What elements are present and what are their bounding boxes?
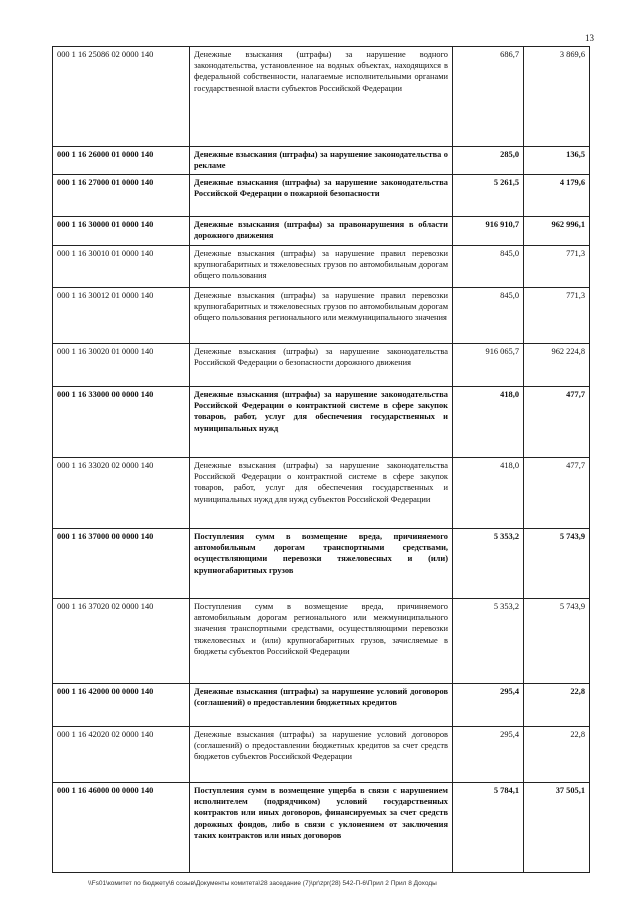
description-cell: Поступления сумм в возмещение вреда, причиняемого автомобильным дорогам транспортными средствами, осуществляющими перевозки тяжеловесных и (или) крупногабаритных грузов xyxy=(190,529,453,599)
value-year2-cell: 22,8 xyxy=(524,684,590,727)
description-cell: Денежные взыскания (штрафы) за нарушение водного законодательства, установленное на водных объектах, находящихся в федеральной собственности, налагаемые исполнительными органами государственной власти субъектов Российской Федерации xyxy=(190,47,453,147)
table-row xyxy=(53,344,590,387)
description-cell: Денежные взыскания (штрафы) за нарушение законодательства Российской Федерации о пожарной безопасности xyxy=(190,175,453,217)
table-row xyxy=(53,147,590,175)
code-cell: 000 1 16 27000 01 0000 140 xyxy=(53,175,190,217)
code-cell: 000 1 16 26000 01 0000 140 xyxy=(53,147,190,175)
value-year2-cell: 37 505,1 xyxy=(524,783,590,873)
value-year1-cell: 5 784,1 xyxy=(453,783,524,873)
value-year1-cell: 916 910,7 xyxy=(453,217,524,246)
description-cell: Денежные взыскания (штрафы) за нарушение законодательства Российской Федерации о контрактной системе в сфере закупок товаров, работ, услуг для обеспечения государственных и муниципальных нужд для нужд субъектов Российской Федерации xyxy=(190,458,453,529)
value-year2-cell: 477,7 xyxy=(524,458,590,529)
value-year2-cell: 3 869,6 xyxy=(524,47,590,147)
table-row xyxy=(53,387,590,458)
value-year1-cell: 5 353,2 xyxy=(453,599,524,684)
footer-file-path: \\Fs01\комитет по бюджету\6 созыв\Документы комитета\28 заседание (7)\pr\zpr(28) 542-П-6\Прил 2 Прил 8 Доходы xyxy=(88,880,437,887)
table-row xyxy=(53,175,590,217)
code-cell: 000 1 16 30010 01 0000 140 xyxy=(53,246,190,288)
table-row xyxy=(53,47,590,147)
value-year2-cell: 771,3 xyxy=(524,246,590,288)
code-cell: 000 1 16 30012 01 0000 140 xyxy=(53,288,190,344)
value-year1-cell: 418,0 xyxy=(453,458,524,529)
revenue-table xyxy=(52,46,590,873)
code-cell: 000 1 16 46000 00 0000 140 xyxy=(53,783,190,873)
value-year2-cell: 962 224,8 xyxy=(524,344,590,387)
value-year2-cell: 962 996,1 xyxy=(524,217,590,246)
value-year2-cell: 477,7 xyxy=(524,387,590,458)
value-year2-cell: 5 743,9 xyxy=(524,529,590,599)
value-year1-cell: 285,0 xyxy=(453,147,524,175)
code-cell: 000 1 16 37020 02 0000 140 xyxy=(53,599,190,684)
description-cell: Денежные взыскания (штрафы) за нарушение законодательства Российской Федерации о контрактной системе в сфере закупок товаров, работ, услуг для обеспечения государственных и муниципальных нужд xyxy=(190,387,453,458)
description-cell: Денежные взыскания (штрафы) за нарушение законодательства о рекламе xyxy=(190,147,453,175)
value-year1-cell: 418,0 xyxy=(453,387,524,458)
code-cell: 000 1 16 30020 01 0000 140 xyxy=(53,344,190,387)
table-row xyxy=(53,727,590,783)
value-year1-cell: 916 065,7 xyxy=(453,344,524,387)
value-year1-cell: 686,7 xyxy=(453,47,524,147)
description-cell: Денежные взыскания (штрафы) за нарушение правил перевозки крупногабаритных и тяжеловесных грузов по автомобильным дорогам общего пользования регионального или межмуниципального значения xyxy=(190,288,453,344)
value-year1-cell: 5 353,2 xyxy=(453,529,524,599)
code-cell: 000 1 16 30000 01 0000 140 xyxy=(53,217,190,246)
table-row xyxy=(53,783,590,873)
table-row xyxy=(53,529,590,599)
page-number: 13 xyxy=(585,33,594,43)
value-year2-cell: 22,8 xyxy=(524,727,590,783)
code-cell: 000 1 16 33000 00 0000 140 xyxy=(53,387,190,458)
table-row xyxy=(53,684,590,727)
table-row xyxy=(53,599,590,684)
value-year1-cell: 845,0 xyxy=(453,246,524,288)
value-year1-cell: 845,0 xyxy=(453,288,524,344)
value-year1-cell: 295,4 xyxy=(453,727,524,783)
code-cell: 000 1 16 25086 02 0000 140 xyxy=(53,47,190,147)
code-cell: 000 1 16 37000 00 0000 140 xyxy=(53,529,190,599)
code-cell: 000 1 16 42000 00 0000 140 xyxy=(53,684,190,727)
description-cell: Поступления сумм в возмещение ущерба в связи с нарушением исполнителем (подрядчиком) условий государственных контрактов или иных договоров, финансируемых за счет средств дорожных фондов, либо в связи с уклонением от заключения таких контрактов или иных договоров xyxy=(190,783,453,873)
description-cell: Денежные взыскания (штрафы) за правонарушения в области дорожного движения xyxy=(190,217,453,246)
description-cell: Поступления сумм в возмещение вреда, причиняемого автомобильным дорогам регионального или межмуниципального значения транспортными средствами, осуществляющими перевозки тяжеловесных и (или) крупногабаритных грузов, зачисляемые в бюджеты субъектов Российской Федерации xyxy=(190,599,453,684)
description-cell: Денежные взыскания (штрафы) за нарушение законодательства Российской Федерации о безопасности дорожного движения xyxy=(190,344,453,387)
code-cell: 000 1 16 42020 02 0000 140 xyxy=(53,727,190,783)
table-row xyxy=(53,458,590,529)
description-cell: Денежные взыскания (штрафы) за нарушение условий договоров (соглашений) о предоставлении бюджетных кредитов xyxy=(190,684,453,727)
table-row xyxy=(53,288,590,344)
value-year2-cell: 136,5 xyxy=(524,147,590,175)
description-cell: Денежные взыскания (штрафы) за нарушение правил перевозки крупногабаритных и тяжеловесных грузов по автомобильным дорогам общего пользования xyxy=(190,246,453,288)
value-year2-cell: 5 743,9 xyxy=(524,599,590,684)
value-year1-cell: 295,4 xyxy=(453,684,524,727)
value-year2-cell: 771,3 xyxy=(524,288,590,344)
code-cell: 000 1 16 33020 02 0000 140 xyxy=(53,458,190,529)
table-row xyxy=(53,246,590,288)
description-cell: Денежные взыскания (штрафы) за нарушение условий договоров (соглашений) о предоставлении бюджетных кредитов за счет средств бюджетов субъектов Российской Федерации xyxy=(190,727,453,783)
value-year2-cell: 4 179,6 xyxy=(524,175,590,217)
value-year1-cell: 5 261,5 xyxy=(453,175,524,217)
table-row xyxy=(53,217,590,246)
